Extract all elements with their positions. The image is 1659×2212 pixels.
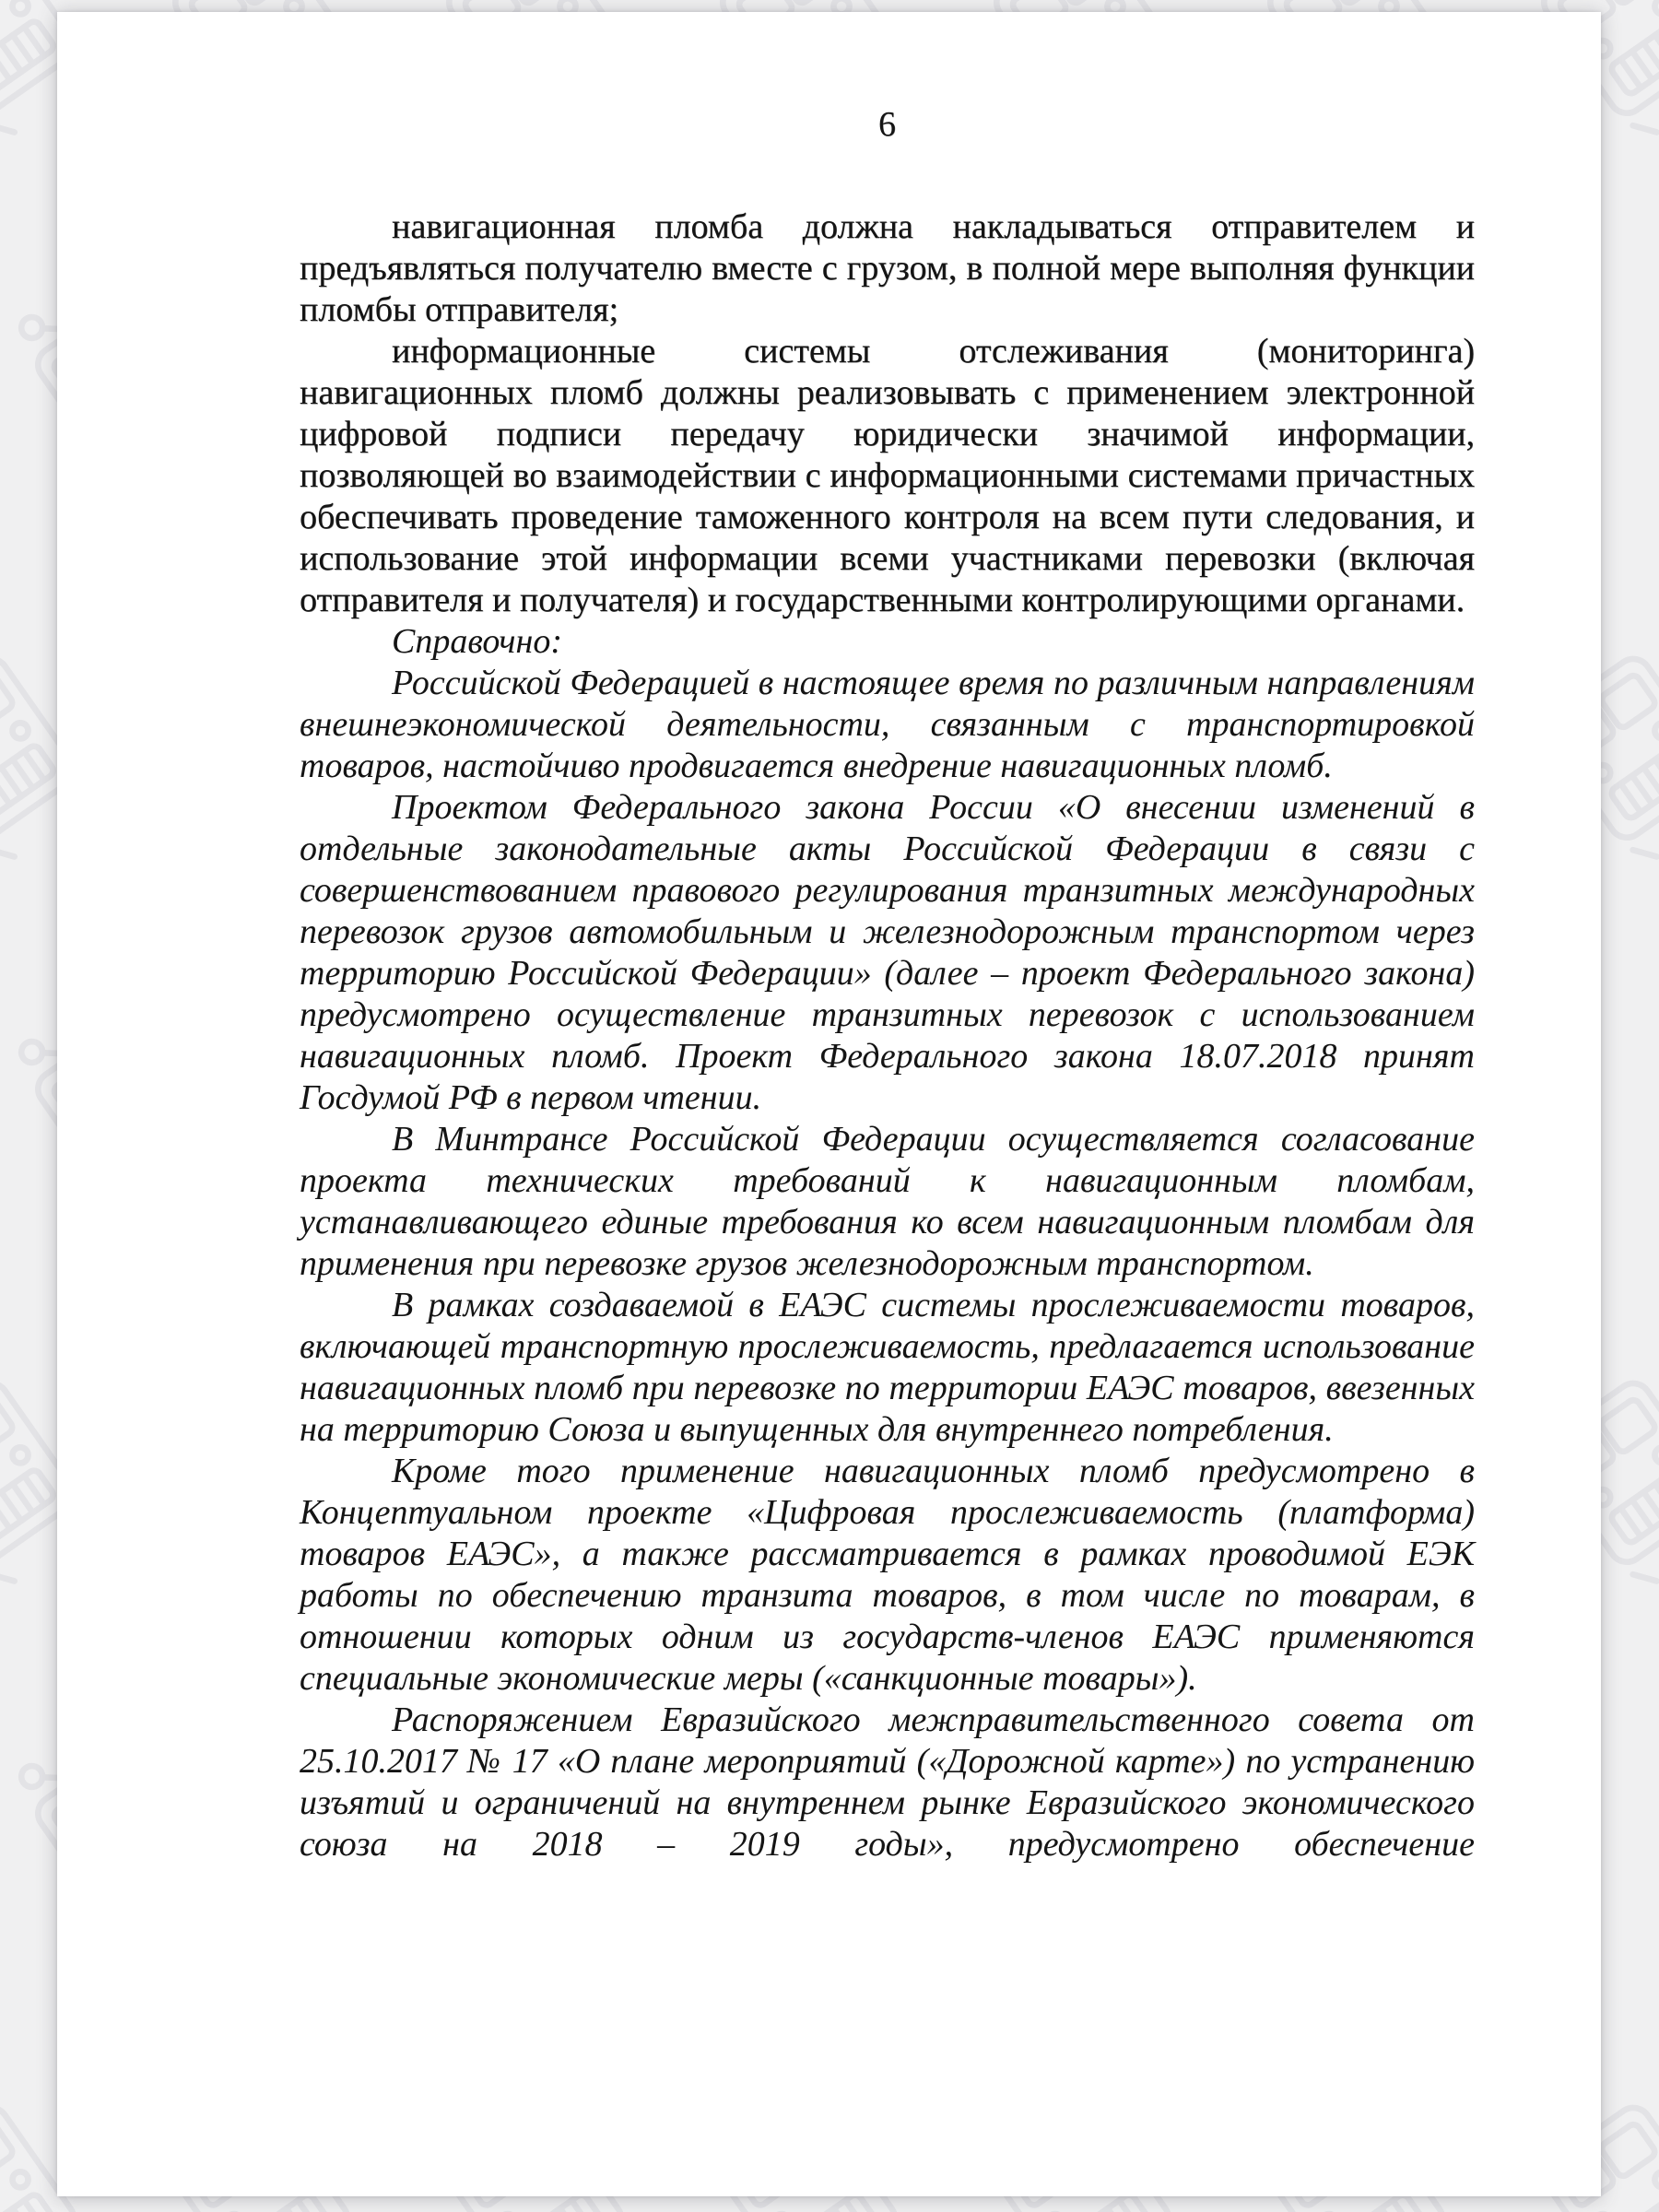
train-icon [1628, 241, 1659, 527]
paragraph: Справочно: [392, 622, 562, 661]
paragraph: информационные системы отслеживания (мониторинга) навигационных пломб должны реализовывать с применением электронной цифровой подписи передачу юридически значимой информации, позволяющей во взаимодействии с информационными системами причастных обеспечивать проведение таможенного контроля на всем пути следования, и использование этой информации всеми участниками перевозки (включая отправителя и получателя) и государственными контролирующими органами. [300, 332, 1475, 619]
paragraph: В Минтрансе Российской Федерации осуществляется согласование проекта технических требований к навигационным пломбам, устанавливающего единые требования ко всем навигационным пломбам для применения при перевозке грузов железнодорожным транспортом. [300, 1120, 1475, 1283]
paragraph: Кроме того применение навигационных пломб предусмотрено в Концептуальном проекте «Цифровая прослеживаемость (платформа) товаров ЕАЭС», а также рассматривается в рамках проводимой ЕЭК работы по обеспечению транзита товаров, в том числе по товарам, в отношении которых одним из государств-членов ЕАЭС применяются специальные экономические меры («санкционные товары»). [300, 1452, 1475, 1698]
paragraph: Проектом Федерального закона России «О внесении изменений в отдельные законодательные акты Российской Федерации в связи с совершенствованием правового регулирования транзитных международных перевозок грузов автомобильным и железнодорожным транспортом через территорию Российской Федерации» (далее – проект Федерального закона) предусмотрено осуществление транзитных перевозок с использованием навигационных пломб. Проект Федерального закона 18.07.2018 принят Госдумой РФ в первом чтении. [300, 788, 1475, 1117]
train-icon [1628, 965, 1659, 1252]
document-body [300, 206, 1475, 1865]
paragraph: навигационная пломба должна накладываться отправителем и предъявляться получателю вместе с грузом, в полной мере выполняя функции пломбы отправителя; [300, 207, 1475, 329]
train-icon [1628, 1689, 1659, 1976]
document-content [57, 12, 1601, 1865]
paragraph: Распоряжением Евразийского межправительственного совета от 25.10.2017 № 17 «О плане мероприятий («Дорожной карте») по устранению изъятий и ограничений на внутреннем рынке Евразийского экономического союза на 2018 – 2019 годы», предусмотрено обеспечение [300, 1700, 1475, 1864]
page-number: 6 [878, 105, 896, 144]
document-page [57, 12, 1601, 2196]
paragraph: В рамках создаваемой в ЕАЭС системы прослеживаемости товаров, включающей транспортную прослеживаемость, предлагается использование навигационных пломб при перевозке по территории ЕАЭС товаров, ввезенных на территорию Союза и выпущенных для внутреннего потребления. [300, 1286, 1475, 1449]
paragraph: Российской Федерацией в настоящее время по различным направлениям внешнеэкономической деятельности, связанным с транспортировкой товаров, настойчиво продвигается внедрение навигационных пломб. [300, 664, 1475, 785]
